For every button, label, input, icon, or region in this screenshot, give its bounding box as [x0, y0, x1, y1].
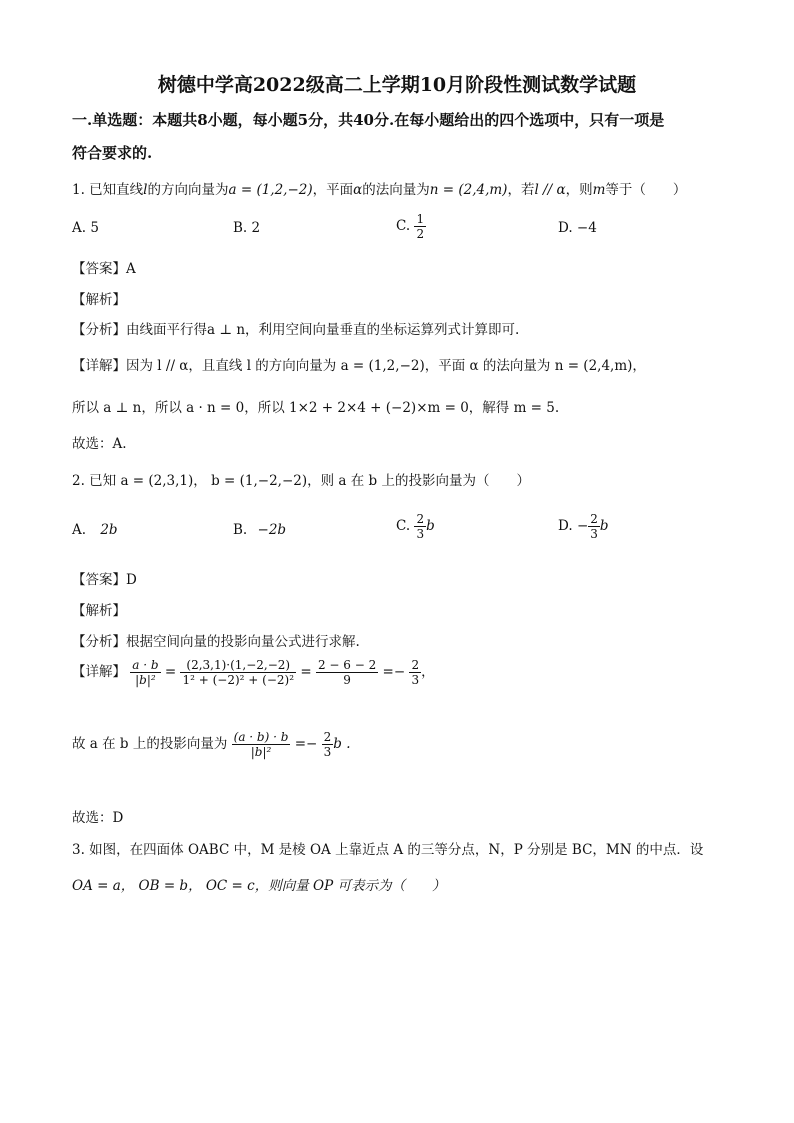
comma: ， [421, 664, 435, 680]
equals-sign: = [164, 664, 177, 680]
q2-projection-line [72, 730, 351, 759]
q2-option-d[interactable] [558, 512, 609, 541]
equals-sign: = [294, 736, 307, 752]
q2-fraction-4 [409, 658, 421, 687]
fraction-denominator: 2 [416, 227, 425, 241]
q1-plane-symbol: α [353, 182, 363, 198]
q1-option-a[interactable]: A. 5 [72, 220, 99, 236]
fraction-denominator: 1² + (−2)² + (−2)² [182, 673, 295, 687]
q2-analysis-tag: 【解析】 [72, 603, 126, 619]
q2-option-b-expr: −2b [257, 522, 287, 538]
q2-option-a[interactable] [72, 522, 118, 538]
fraction-denominator: 3 [590, 527, 598, 541]
q2-option-c[interactable] [396, 512, 435, 541]
q1-stem-part: 等于（ ） [605, 182, 687, 198]
q1-option-d[interactable]: D. −4 [558, 220, 597, 236]
fraction-numerator: 2 [411, 658, 420, 672]
q1-analysis: 【分析】由线面平行得a ⊥ n，利用空间向量垂直的坐标运算列式计算即可. [72, 322, 520, 338]
q1-analysis-tag: 【解析】 [72, 292, 126, 308]
q1-line-symbol: l [143, 182, 148, 198]
q2-option-a-label: A. [72, 522, 87, 538]
q1-stem-part: ，则 [565, 182, 593, 198]
page-title: 树德中学高2022级高二上学期10月阶段性测试数学试题 [157, 74, 637, 96]
fraction-numerator: (2,3,1)·(1,−2,−2) [180, 658, 296, 673]
q2-projection-tail: b . [333, 736, 351, 752]
q2-answer: 【答案】D [72, 572, 137, 588]
fraction-numerator: (a · b) · b [233, 730, 289, 744]
q1-stem [72, 178, 686, 198]
q1-m-symbol: m [592, 182, 606, 198]
q2-projection-text: 故 a 在 b 上的投影向量为 [72, 736, 228, 752]
q1-option-b[interactable]: B. 2 [233, 220, 261, 236]
q1-parallel-condition: l // α [534, 182, 566, 198]
q1-answer: 【答案】A [72, 261, 136, 277]
q1-option-c[interactable] [396, 212, 426, 241]
q2-detail-formula [72, 658, 435, 687]
q2-option-d-label: D. [558, 518, 573, 534]
equals-sign: = [382, 664, 394, 680]
q2-analysis: 【分析】根据空间向量的投影向量公式进行求解. [72, 634, 360, 650]
q2-option-b-label: B. [233, 522, 248, 538]
q2-option-c-label: C. [396, 518, 411, 534]
fraction-numerator: 2 [590, 512, 598, 526]
q2-projection-result [322, 730, 334, 759]
q1-option-c-label: C. [396, 218, 411, 234]
q2-stem: 2. 已知 a = (2,3,1)， b = (1,−2,−2)，则 a 在 b 上的投影向量为（ ） [72, 473, 530, 489]
section-header-line1: 一.单选题：本题共8小题，每小题5分，共40分.在每小题给出的四个选项中，只有一项是 [72, 111, 665, 129]
q1-normal-vector: n = (2,4,m) [429, 182, 508, 198]
q3-stem-line1: 3. 如图，在四面体 OABC 中，M 是棱 OA 上靠近点 A 的三等分点，N，P 分别是 BC，MN 的中点．设 [72, 842, 704, 858]
fraction-numerator: 1 [416, 212, 425, 226]
fraction-denominator: |b|² [135, 673, 156, 687]
q1-option-c-fraction [414, 212, 426, 241]
q3-stem-line2: OA = a， OB = b， OC = c，则向量 OP 可表示为（ ） [72, 878, 446, 894]
fraction-numerator: 2 − 6 − 2 [317, 658, 377, 672]
q1-stem-part: 1. 已知直线 [72, 182, 144, 198]
q2-option-d-sign: − [576, 518, 589, 534]
q2-detail-tag: 【详解】 [72, 664, 126, 680]
equals-sign: = [300, 664, 312, 680]
section-header-line2: 符合要求的. [72, 144, 153, 162]
q2-fraction-1 [130, 658, 160, 687]
fraction-denominator: |b|² [250, 745, 272, 759]
fraction-denominator: 3 [411, 673, 420, 687]
q2-option-a-expr: 2b [100, 522, 118, 538]
fraction-numerator: 2 [416, 512, 425, 526]
q2-option-c-tail: b [426, 518, 435, 534]
q1-stem-part: 的法向量为 [362, 182, 430, 198]
q2-option-d-fraction [588, 512, 600, 541]
q2-option-d-tail: b [599, 518, 609, 534]
q2-projection-fraction [232, 730, 291, 759]
q2-option-c-fraction [414, 512, 426, 541]
fraction-denominator: 3 [416, 527, 425, 541]
q1-detail-line2: 所以 a ⊥ n，所以 a · n = 0，所以 1×2 + 2×4 + (−2)×m = 0，解得 m = 5. [72, 400, 560, 416]
q2-option-b[interactable] [233, 522, 286, 538]
q2-fraction-3 [316, 658, 378, 687]
q1-stem-part: ，若 [507, 182, 535, 198]
q1-detail-line1: 【详解】因为 l // α，且直线 l 的方向向量为 a = (1,2,−2)，平面 α 的法向量为 n = (2,4,m)， [72, 358, 646, 374]
q1-choice: 故选：A. [72, 436, 127, 452]
q2-choice: 故选：D [72, 810, 124, 826]
minus-sign: − [306, 736, 318, 752]
q1-stem-part: ，平面 [312, 182, 354, 198]
fraction-numerator: 2 [323, 730, 332, 744]
fraction-denominator: 3 [323, 745, 332, 759]
minus-sign: − [393, 664, 406, 680]
q2-fraction-2 [180, 658, 296, 687]
fraction-denominator: 9 [343, 673, 351, 687]
q1-stem-part: 的方向向量为 [147, 182, 229, 198]
q1-direction-vector: a = (1,2,−2) [228, 182, 313, 198]
fraction-numerator: a · b [132, 658, 159, 672]
